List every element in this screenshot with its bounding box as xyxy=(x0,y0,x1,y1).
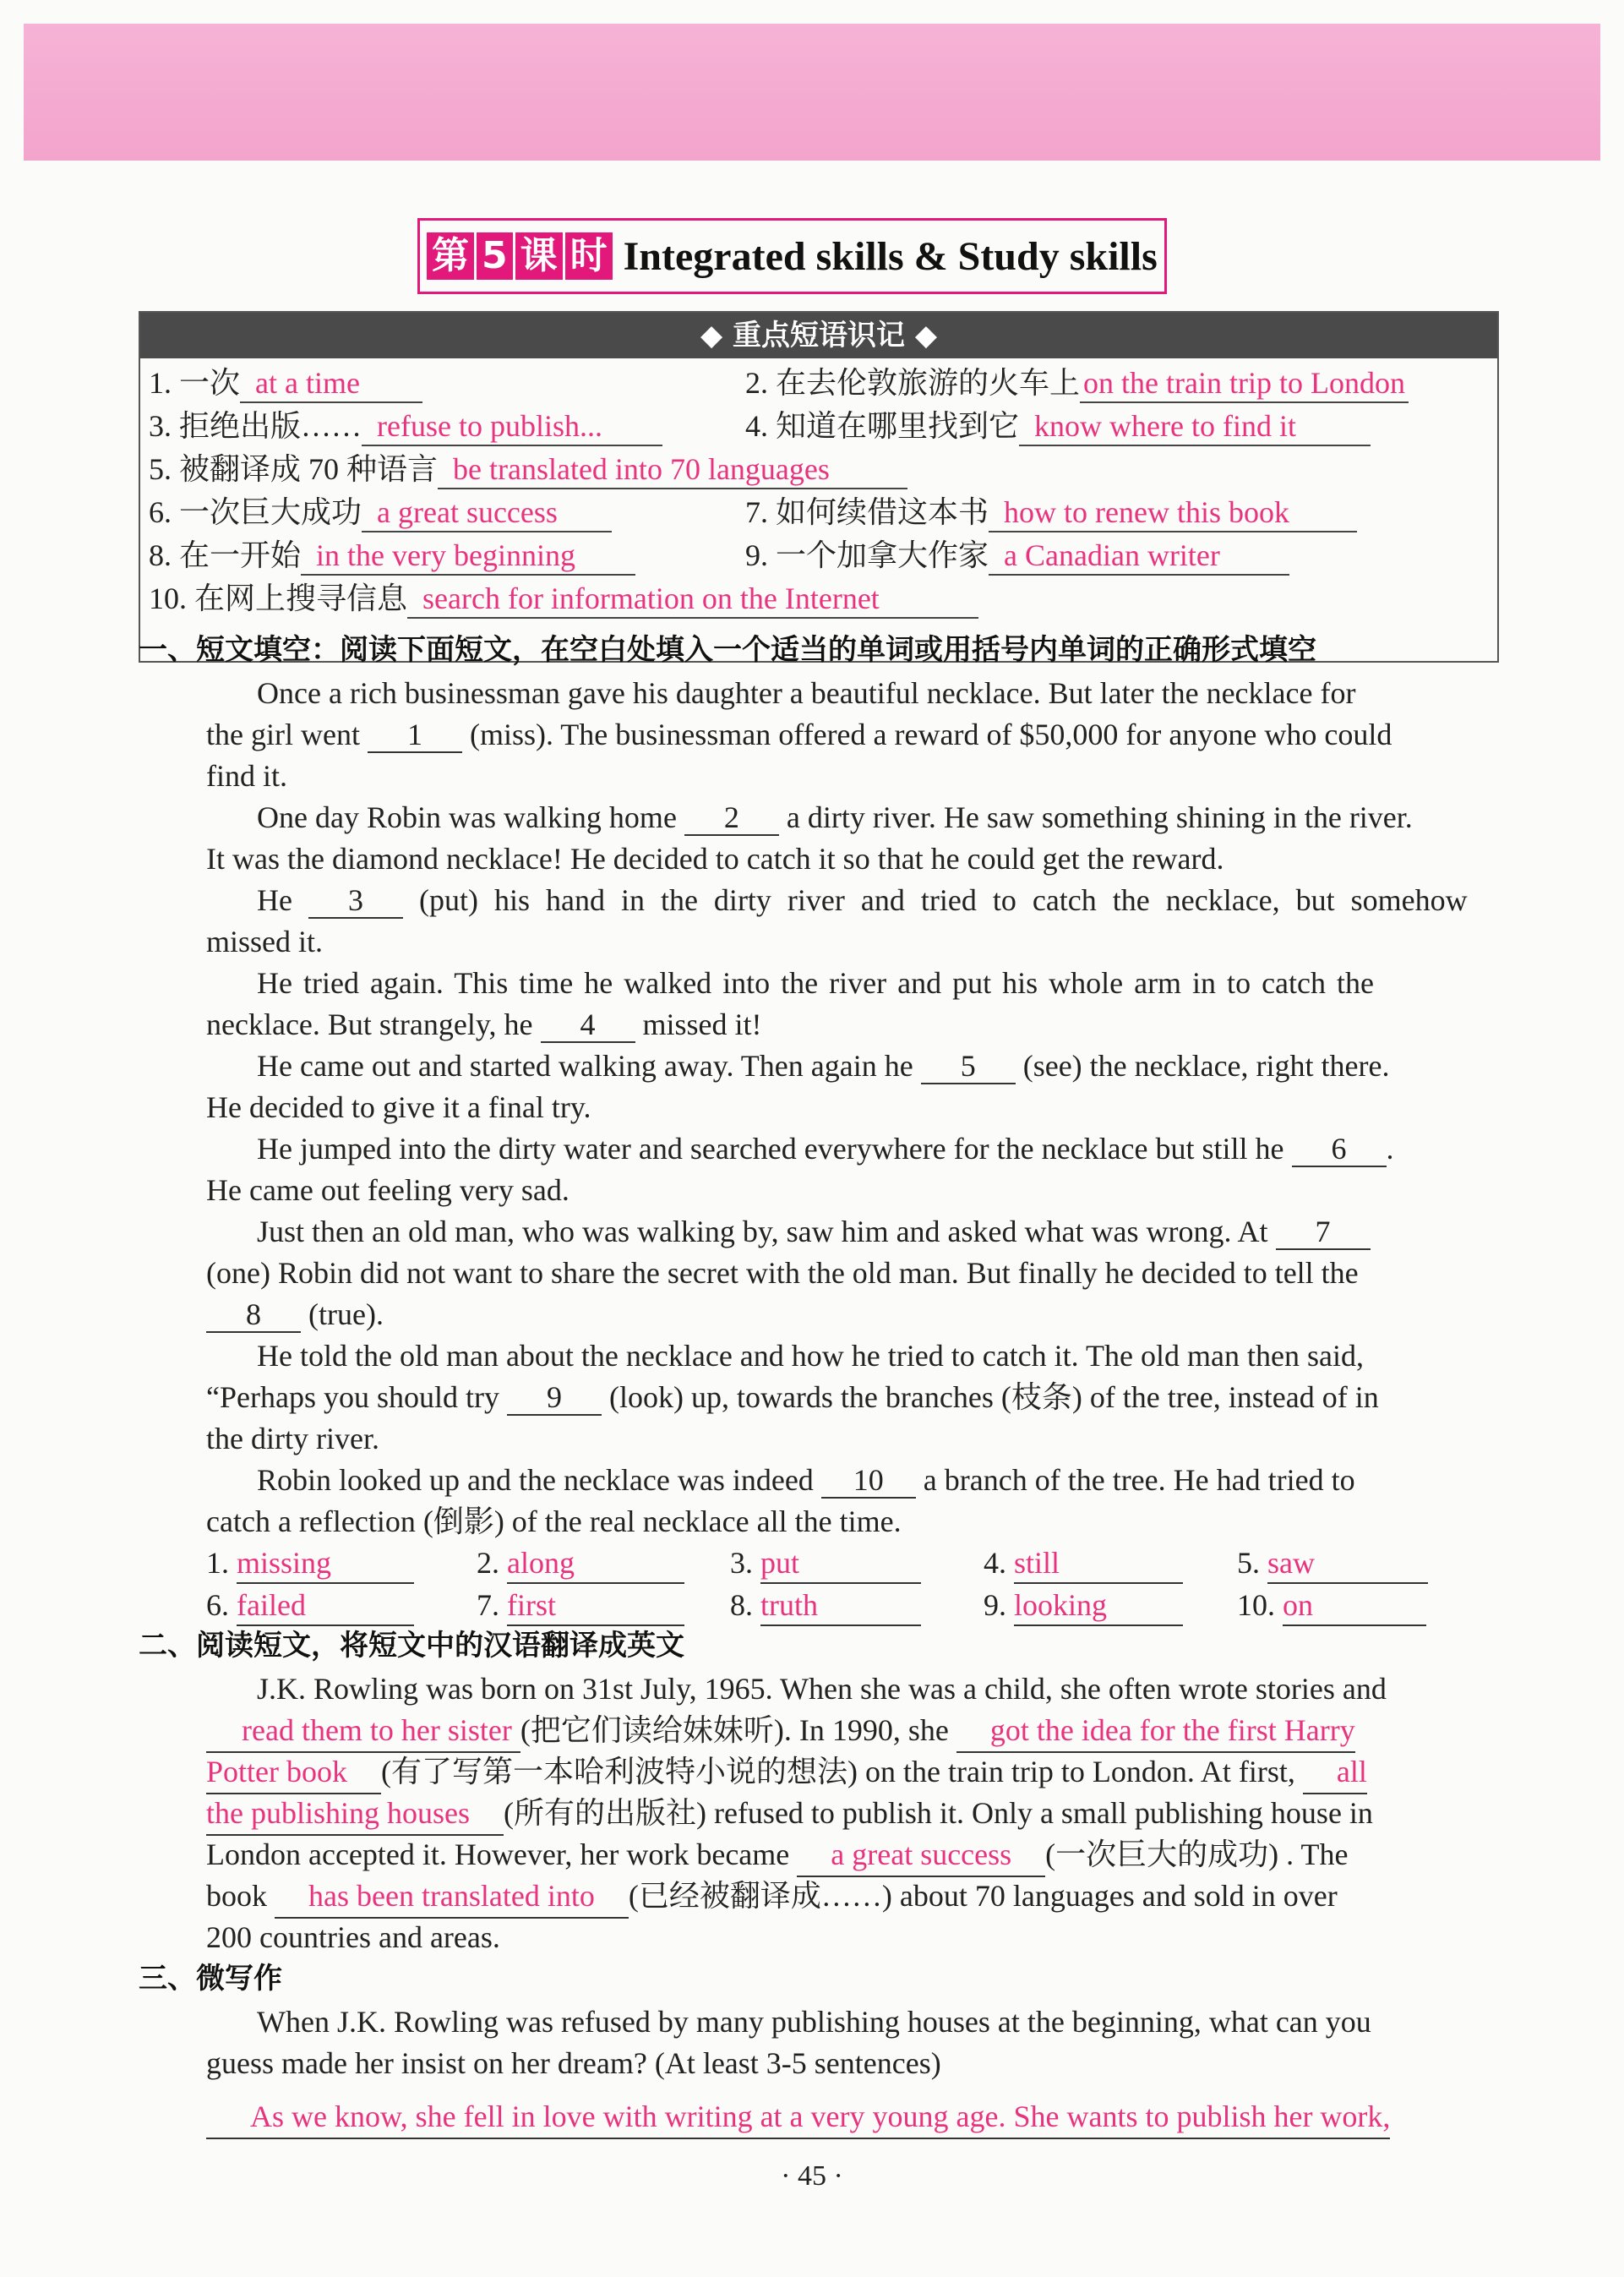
answer-item: 2. along xyxy=(477,1543,684,1584)
answer-value: looking xyxy=(1014,1586,1183,1626)
answer-item: 6. failed xyxy=(206,1586,414,1626)
s1-line: 8 (true). xyxy=(206,1294,384,1335)
answer-value: still xyxy=(1014,1543,1183,1584)
lesson-char-3: 课 xyxy=(515,232,563,280)
answer-value: put xyxy=(760,1543,921,1584)
phrase-answer: refuse to publish... xyxy=(362,407,662,446)
answer-item: 8. truth xyxy=(730,1586,921,1626)
answer-value: truth xyxy=(760,1586,921,1626)
blank-10: 10 xyxy=(821,1463,916,1499)
s2-line: book has been translated into (已经被翻译成……) about 70 languages and sold in over xyxy=(206,1876,1338,1919)
s1-line: “Perhaps you should try 9 (look) up, towards the branches (枝条) of the tree, instead of in xyxy=(206,1380,1379,1414)
s1-line: He told the old man about the necklace and how he tried to catch it. The old man then said, xyxy=(257,1339,1364,1373)
lesson-char-1: 第 xyxy=(427,232,474,280)
phrase-answer: in the very beginning xyxy=(301,537,635,576)
key-phrases-heading: ◆ 重点短语识记 ◆ xyxy=(140,313,1497,358)
phrase-answer: search for information on the Internet xyxy=(407,580,978,619)
s1-line: One day Robin was walking home 2 a dirty river. He saw something shining in the river. xyxy=(257,800,1413,834)
translation-answer: a great success xyxy=(797,1834,1045,1877)
s1-line: missed it. xyxy=(206,925,324,958)
s1-line: He jumped into the dirty water and searched everywhere for the necklace but still he 6 . xyxy=(257,1132,1394,1166)
lesson-char-4: 时 xyxy=(565,232,613,280)
blank-1: 1 xyxy=(368,718,462,753)
phrase-answer: a great success xyxy=(362,494,612,532)
phrase-item: 1. 一次 at a time xyxy=(149,363,422,403)
page-number: · 45 · xyxy=(781,2160,843,2192)
blank-9: 9 xyxy=(507,1380,602,1416)
section1-heading: 一、短文填空：阅读下面短文，在空白处填入一个适当的单词或用括号内单词的正确形式填空 xyxy=(139,633,1316,667)
phrase-item: 7. 如何续借这本书 how to renew this book xyxy=(745,493,1357,532)
lesson-title xyxy=(417,218,1167,294)
s1-line: Robin looked up and the necklace was indeed 10 a branch of the tree. He had tried to xyxy=(257,1463,1355,1497)
translation-answer: got the idea for the first Harry xyxy=(956,1710,1355,1753)
key-phrases-box xyxy=(139,311,1499,663)
phrase-answer: at a time xyxy=(240,364,422,403)
answer-value: saw xyxy=(1267,1543,1428,1584)
translation-answer: all xyxy=(1303,1751,1367,1794)
answer-value: on xyxy=(1283,1586,1426,1626)
s1-line: He came out feeling very sad. xyxy=(206,1173,569,1207)
lesson-title-text: Integrated skills & Study skills xyxy=(623,233,1158,279)
answer-item: 10. on xyxy=(1237,1586,1426,1626)
s2-line: London accepted it. However, her work became a great success (一次巨大的成功) . The xyxy=(206,1834,1348,1877)
blank-2: 2 xyxy=(684,800,779,836)
translation-answer: read them to her sister xyxy=(206,1710,520,1753)
phrase-item: 9. 一个加拿大作家 a Canadian writer xyxy=(745,536,1289,576)
section3-heading: 三、微写作 xyxy=(139,1962,282,1996)
s2-line: read them to her sister (把它们读给妹妹听). In 1990, she got the idea for the first Harry xyxy=(206,1710,1355,1753)
s1-line: the dirty river. xyxy=(206,1422,379,1455)
blank-7: 7 xyxy=(1276,1215,1371,1250)
s1-line: He came out and started walking away. Then again he 5 (see) the necklace, right there. xyxy=(257,1049,1390,1083)
answer-value: along xyxy=(507,1543,684,1584)
s1-line: He tried again. This time he walked into the river and put his whole arm in to catch the xyxy=(257,966,1374,1000)
phrase-answer: on the train trip to London xyxy=(1080,364,1409,403)
blank-5: 5 xyxy=(921,1049,1016,1084)
s3-answer-line xyxy=(206,2096,1390,2139)
s1-line: He decided to give it a final try. xyxy=(206,1090,591,1124)
blank-8: 8 xyxy=(206,1297,301,1333)
s1-line: the girl went 1 (miss). The businessman offered a reward of $50,000 for anyone who could xyxy=(206,718,1392,751)
s1-line: (one) Robin did not want to share the secret with the old man. But finally he decided to tell the xyxy=(206,1256,1359,1290)
answer-item: 9. looking xyxy=(984,1586,1183,1626)
answer-item: 4. still xyxy=(984,1543,1183,1584)
s2-line: Potter book (有了写第一本哈利波特小说的想法) on the train trip to London. At first, all xyxy=(206,1751,1367,1794)
phrase-item: 8. 在一开始 in the very beginning xyxy=(149,536,635,576)
s2-line: J.K. Rowling was born on 31st July, 1965. When she was a child, she often wrote stories and xyxy=(257,1672,1387,1706)
s1-line: find it. xyxy=(206,759,287,793)
phrase-item: 5. 被翻译成 70 种语言 be translated into 70 languages xyxy=(149,450,907,489)
answer-value: missing xyxy=(237,1543,414,1584)
s3-line: When J.K. Rowling was refused by many publishing houses at the beginning, what can you xyxy=(257,2005,1371,2039)
s2-line: the publishing houses (所有的出版社) refused to publish it. Only a small publishing house in xyxy=(206,1793,1373,1836)
phrase-item: 4. 知道在哪里找到它 know where to find it xyxy=(745,407,1371,446)
answer-item: 1. missing xyxy=(206,1543,414,1584)
phrase-item: 2. 在去伦敦旅游的火车上 on the train trip to London xyxy=(745,363,1409,403)
s1-line: Just then an old man, who was walking by, saw him and asked what was wrong. At 7 xyxy=(257,1211,1371,1253)
answer-value: failed xyxy=(237,1586,414,1626)
s1-line: Once a rich businessman gave his daughter a beautiful necklace. But later the necklace for xyxy=(257,676,1356,710)
top-pink-banner xyxy=(24,24,1600,161)
translation-answer: Potter book xyxy=(206,1751,381,1794)
phrase-item: 6. 一次巨大成功 a great success xyxy=(149,493,612,532)
answer-item: 5. saw xyxy=(1237,1543,1428,1584)
phrase-answer: be translated into 70 languages xyxy=(438,450,907,489)
phrase-answer: know where to find it xyxy=(1019,407,1371,446)
phrase-item: 3. 拒绝出版…… refuse to publish... xyxy=(149,407,662,446)
s1-line: It was the diamond necklace! He decided to catch it so that he could get the reward. xyxy=(206,842,1224,876)
s3-line: guess made her insist on her dream? (At least 3-5 sentences) xyxy=(206,2046,941,2080)
translation-answer: has been translated into xyxy=(275,1876,629,1919)
s1-line: necklace. But strangely, he 4 missed it! xyxy=(206,1007,762,1041)
answer-item: 3. put xyxy=(730,1543,921,1584)
phrase-item: 10. 在网上搜寻信息 search for information on the Internet xyxy=(149,579,978,619)
answer-item: 7. first xyxy=(477,1586,684,1626)
s1-line: catch a reflection (倒影) of the real necklace all the time. xyxy=(206,1504,902,1538)
s1-line: He 3 (put) his hand in the dirty river and tried to catch the necklace, but somehow xyxy=(257,883,1468,917)
writing-answer: As we know, she fell in love with writing at a very young age. She wants to publish her work, xyxy=(206,2096,1390,2139)
lesson-char-2: 5 xyxy=(477,232,513,280)
blank-6: 6 xyxy=(1292,1132,1387,1167)
blank-3: 3 xyxy=(308,883,403,919)
section2-heading: 二、阅读短文，将短文中的汉语翻译成英文 xyxy=(139,1629,684,1663)
answer-value: first xyxy=(507,1586,684,1626)
phrase-answer: a Canadian writer xyxy=(989,537,1289,576)
translation-answer: the publishing houses xyxy=(206,1793,504,1836)
s2-line: 200 countries and areas. xyxy=(206,1920,500,1954)
phrase-answer: how to renew this book xyxy=(989,494,1357,532)
blank-4: 4 xyxy=(541,1007,635,1043)
